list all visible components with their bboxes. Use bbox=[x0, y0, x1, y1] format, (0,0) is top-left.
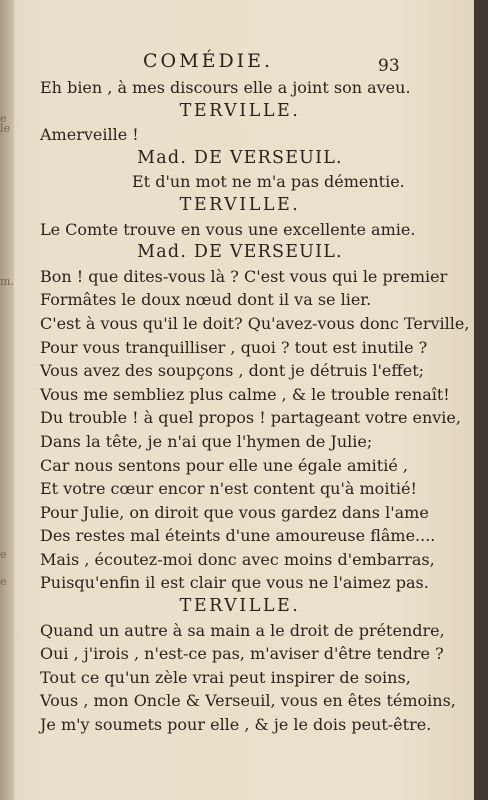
verse-line: Car nous sentons pour elle une égale amitié , bbox=[40, 455, 408, 475]
running-head: COMÉDIE. bbox=[143, 50, 274, 72]
speaker-name: Mad. DE VERSEUIL. bbox=[137, 242, 343, 263]
verse-line: Vous avez des soupçons , dont je détruis l'effet; bbox=[40, 361, 425, 381]
bleed-fragment: m. bbox=[0, 275, 14, 288]
verse-line: Tout ce qu'un zèle vrai peut inspirer de soins, bbox=[40, 667, 411, 687]
verse-line: Mais , écoutez-moi donc avec moins d'embarras, bbox=[40, 549, 435, 569]
verse-line: Quand un autre à sa main a le droit de prétendre, bbox=[40, 620, 445, 640]
verse-line: Vous me sembliez plus calme , & le trouble renaît! bbox=[40, 384, 450, 404]
bleed-fragment: e bbox=[0, 575, 7, 588]
verse-line: Je m'y soumets pour elle , & je le dois peut-être. bbox=[40, 715, 432, 735]
verse-line: Amerveille ! bbox=[40, 125, 139, 145]
verse-line: Dans la tête, je n'ai que l'hymen de Julie; bbox=[40, 431, 373, 451]
verse-line: Le Comte trouve en vous une excellente amie. bbox=[40, 219, 416, 239]
verse-line: Eh bien , à mes discours elle a joint son aveu. bbox=[40, 78, 411, 97]
speaker-name: TERVILLE. bbox=[179, 596, 301, 617]
speaker-name: TERVILLE. bbox=[179, 100, 301, 121]
verse-line: Des restes mal éteints d'une amoureuse flâme.... bbox=[40, 526, 436, 546]
bleed-fragment: e bbox=[0, 548, 7, 561]
verse-line: Du trouble ! à quel propos ! partageant votre envie, bbox=[40, 408, 461, 428]
bleed-fragment: e bbox=[0, 112, 7, 125]
verse-line: Vous , mon Oncle & Verseuil, vous en êtes témoins, bbox=[40, 691, 456, 711]
verse-line: Et d'un mot ne m'a pas démentie. bbox=[132, 172, 405, 192]
page-edge-shadow bbox=[474, 0, 488, 800]
bleed-fragment: le bbox=[0, 122, 11, 135]
verse-line: Formâtes le doux nœud dont il va se lier. bbox=[40, 290, 372, 310]
speaker-name: Mad. DE VERSEUIL. bbox=[137, 147, 343, 168]
verse-line: Pour vous tranquilliser , quoi ? tout est inutile ? bbox=[40, 337, 428, 357]
verse-line: C'est à vous qu'il le doit? Qu'avez-vous donc Terville, bbox=[40, 313, 470, 333]
speaker-name: TERVILLE. bbox=[179, 194, 301, 215]
page-number: 93 bbox=[378, 56, 400, 76]
verse-line: Et votre cœur encor n'est content qu'à moitié! bbox=[40, 479, 417, 499]
verse-text bbox=[40, 76, 470, 737]
verse-line: Bon ! que dites-vous là ? C'est vous qui le premier bbox=[40, 266, 448, 286]
verse-line: Oui , j'irois , n'est-ce pas, m'aviser d'être tendre ? bbox=[40, 644, 444, 664]
page-header bbox=[0, 50, 474, 76]
verse-line: Pour Julie, on diroit que vous gardez dans l'ame bbox=[40, 502, 429, 522]
verse-line: Puisqu'enfin il est clair que vous ne l'aimez pas. bbox=[40, 573, 429, 593]
